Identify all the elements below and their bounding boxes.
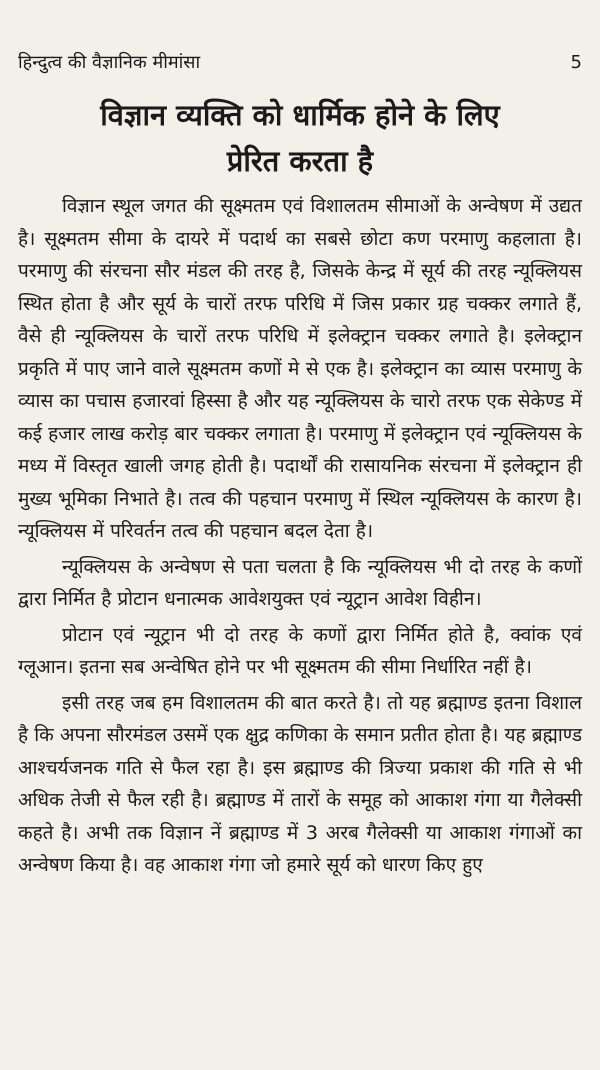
body-text <box>18 190 582 882</box>
chapter-title-line-2: प्रेरित करता है <box>226 144 374 178</box>
page-number: 5 <box>570 52 582 73</box>
paragraph-1: विज्ञान स्थूल जगत की सूक्ष्मतम एवं विशालतम सीमाओं के अन्वेषण में उद्यत है। सूक्ष्मतम सीमा के दायरे में पदार्थ का सबसे छोटा कण परमाणु कहलाता है। परमाणु की संरचना सौर मंडल की तरह है, जिसके केन्द्र में सूर्य की तरह न्यूक्लियस स्थित होता है और सूर्य के चारों तरफ परिधि में जिस प्रकार ग्रह चक्कर लगाते हैं, वैसे ही न्यूक्लियस के चारों तरफ परिधि में इलेक्ट्रान चक्कर लगाते है। इलेक्ट्रान प्रकृति में पाए जाने वाले सूक्ष्मतम कणों मे से एक है। इलेक्ट्रान का व्यास परमाणु के व्यास का पचास हजारवां हिस्सा है और यह न्यूक्लियस के चारो तरफ एक सेकेण्ड में कई हजार लाख करोड़ बार चक्कर लगाता है। परमाणु में इलेक्ट्रान एवं न्यूक्लियस के मध्य में विस्तृत खाली जगह होती है। पदार्थों की रासायनिक संरचना में इलेक्ट्रान ही मुख्य भूमिका निभाते है। तत्व की पहचान परमाणु में स्थिल न्यूक्लियस के कारण है। न्यूक्लियस में परिवर्तन तत्व की पहचान बदल देता है। <box>18 195 582 542</box>
chapter-title-line-1: विज्ञान व्यक्ति को धार्मिक होने के लिए <box>100 98 500 132</box>
paragraph-2: न्यूक्लियस के अन्वेषण से पता चलता है कि न्यूक्लियस भी दो तरह के कणों द्वारा निर्मित है प्रोटान धनात्मक आवेशयुक्त एवं न्यूट्रान आवेश विहीन। <box>18 555 582 610</box>
chapter-title <box>18 92 582 184</box>
paragraph-4: इसी तरह जब हम विशालतम की बात करते है। तो यह ब्रह्माण्ड इतना विशाल है कि अपना सौरमंडल उसमें एक क्षुद्र कणिका के समान प्रतीत होता है। यह ब्रह्माण्ड आश्चर्यजनक गति से फैल रहा है। इस ब्रह्माण्ड की त्रिज्या प्रकाश की गति से भी अधिक तेजी से फैल रही है। ब्रह्माण्ड में तारों के समूह को आकाश गंगा या गैलेक्सी कहते है। अभी तक विज्ञान नें ब्रह्माण्ड में 3 अरब गैलेक्सी या आकाश गंगाओं का अन्वेषण किया है। वह आकाश गंगा जो हमारे सूर्य को धारण किए हुए <box>18 691 582 876</box>
paragraph-3: प्रोटान एवं न्यूट्रान भी दो तरह के कणों द्वारा निर्मित होते है, क्वांक एवं ग्लूआन। इतना सब अन्वेषित होने पर भी सूक्ष्मतम की सीमा निर्धारित नहीं है। <box>18 623 582 678</box>
book-title: हिन्दुत्व की वैज्ञानिक मीमांसा <box>18 52 201 73</box>
running-header <box>18 50 582 74</box>
